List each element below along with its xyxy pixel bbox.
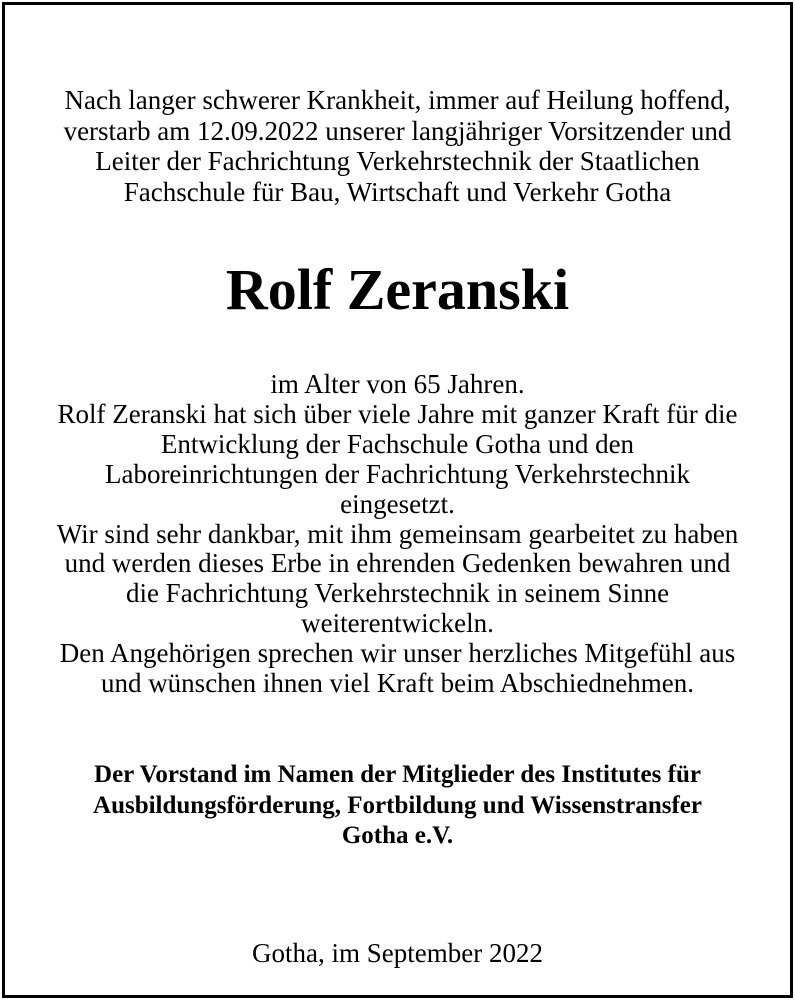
intro-line: Fachschule für Bau, Wirtschaft und Verkehr Gotha bbox=[123, 176, 672, 207]
body-line: die Fachrichtung Verkehrstechnik in seinem Sinne bbox=[125, 578, 670, 609]
body-line: Laboreinrichtungen der Fachrichtung Verkehrstechnik bbox=[104, 458, 691, 489]
intro-line: Leiter der Fachrichtung Verkehrstechnik der Staatlichen bbox=[95, 146, 700, 176]
deceased-name: Rolf Zeranski bbox=[225, 257, 570, 322]
body-line: Rolf Zeranski hat sich über viele Jahre mit ganzer Kraft für die bbox=[57, 398, 738, 429]
intro-line: Nach langer schwerer Krankheit, immer auf Heilung hoffend, bbox=[64, 85, 731, 115]
body-line: weiterentwickeln. bbox=[301, 608, 494, 639]
intro-line: verstarb am 12.09.2022 unserer langjähriger Vorsitzender und bbox=[63, 115, 732, 146]
signature-line: Ausbildungsförderung, Fortbildung und Wissenstransfer bbox=[93, 791, 702, 819]
body-line: und werden dieses Erbe in ehrenden Gedenken bewahren und bbox=[64, 548, 731, 579]
body-line: Entwicklung der Fachschule Gotha und den bbox=[160, 428, 635, 459]
signature-line: Der Vorstand im Namen der Mitglieder des Institutes für bbox=[94, 761, 701, 788]
body-line: Wir sind sehr dankbar, mit ihm gemeinsam gearbeitet zu haben bbox=[56, 518, 739, 549]
signature-block bbox=[5, 760, 790, 852]
body-line: Den Angehörigen sprechen wir unser herzliches Mitgefühl aus bbox=[59, 638, 736, 669]
place-date: Gotha, im September 2022 bbox=[252, 938, 543, 968]
intro-paragraph bbox=[5, 85, 790, 207]
signature-line: Gotha e.V. bbox=[341, 822, 454, 849]
body-line: und wünschen ihnen viel Kraft beim Abschiednehmen. bbox=[100, 668, 695, 699]
body-paragraph bbox=[5, 370, 790, 699]
body-line: im Alter von 65 Jahren. bbox=[270, 369, 525, 399]
body-line: eingesetzt. bbox=[340, 488, 455, 519]
obituary-frame bbox=[2, 2, 793, 998]
